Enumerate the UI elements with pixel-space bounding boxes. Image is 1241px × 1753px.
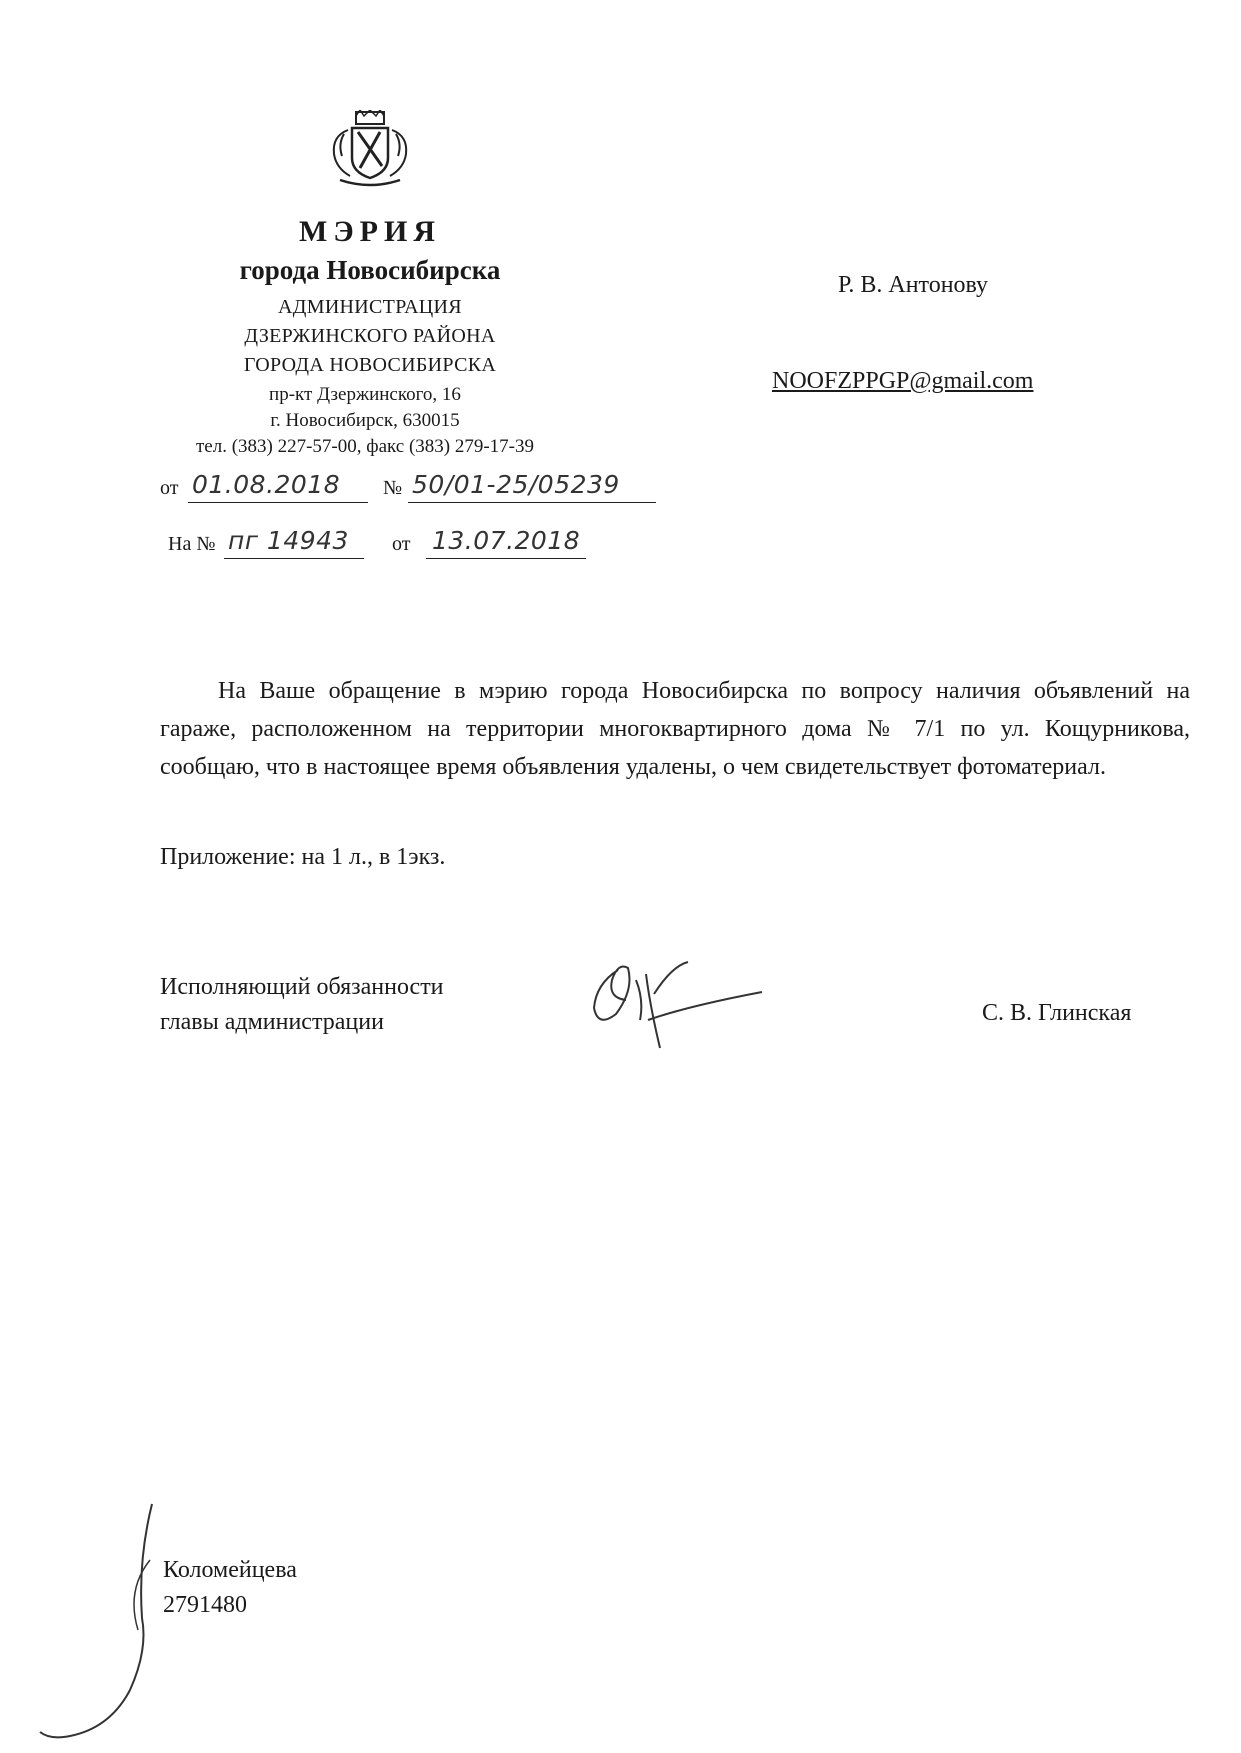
- reference-date: 13.07.2018: [432, 526, 581, 555]
- reference-date-prefix: от: [392, 533, 411, 555]
- handwritten-signature: [588, 950, 768, 1060]
- administration-block: [170, 293, 570, 380]
- administration-line: ГОРОДА НОВОСИБИРСКА: [243, 354, 497, 376]
- executor-block: [163, 1553, 297, 1623]
- signer-position-line: Исполняющий обязанности: [160, 974, 444, 1000]
- executor-phone: 2791480: [163, 1592, 247, 1618]
- city-title: города Новосибирска: [239, 255, 501, 285]
- outgoing-number: 50/01-25/05239: [412, 470, 620, 499]
- signer-position-line: главы администрации: [160, 1009, 384, 1035]
- number-prefix: №: [383, 477, 403, 499]
- address-line: пр-кт Дзержинского, 16: [269, 384, 461, 405]
- attachment-note: Приложение: на 1 л., в 1экз.: [160, 844, 446, 870]
- initials-mark: [30, 1500, 170, 1740]
- body-paragraph: На Ваше обращение в мэрию города Новосибирска по вопросу наличия объявлений на гараже, расположенном на территории многоквартирного дома № 7/1 по ул. Кощурникова, сообщаю, что в настоящее время объявления удалены, о чем свидетельствует фотоматериал.: [160, 678, 1190, 780]
- administration-line: АДМИНИСТРАЦИЯ: [278, 296, 462, 318]
- organization-title: МЭРИЯ: [299, 215, 441, 248]
- recipient-name: Р. В. Антонову: [838, 272, 989, 298]
- city-emblem-icon: [320, 110, 420, 190]
- recipient-email: NOOFZPPGP@gmail.com: [772, 368, 1034, 394]
- signer-name: С. В. Глинская: [982, 1000, 1132, 1026]
- reference-number: пг 14943: [228, 526, 349, 555]
- outgoing-date: 01.08.2018: [192, 470, 341, 499]
- address-line: тел. (383) 227-57-00, факс (383) 279-17-39: [195, 436, 535, 457]
- address-line: г. Новосибирск, 630015: [270, 410, 460, 431]
- executor-name: Коломейцева: [163, 1557, 297, 1583]
- reference-prefix: На №: [168, 533, 216, 555]
- administration-line: ДЗЕРЖИНСКОГО РАЙОНА: [244, 325, 496, 347]
- signer-position: [160, 970, 444, 1040]
- letter-body: [160, 672, 1190, 786]
- address-block: [140, 382, 590, 460]
- date-prefix: от: [160, 477, 179, 499]
